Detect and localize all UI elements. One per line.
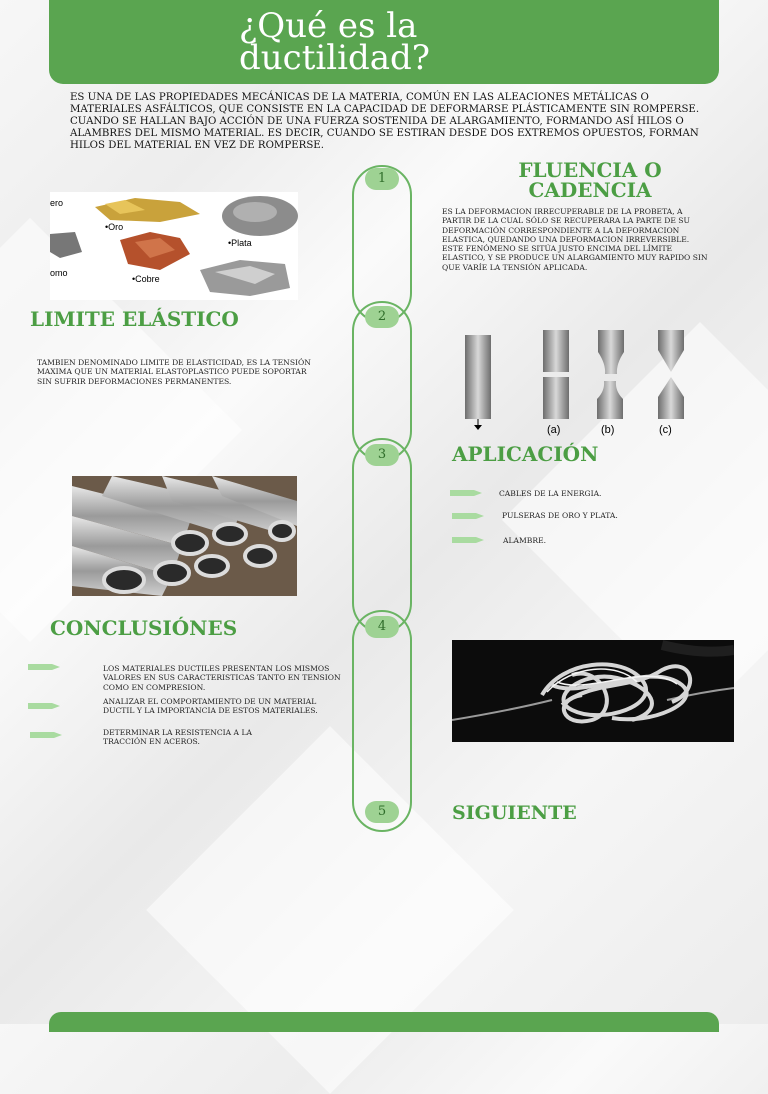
wire-image xyxy=(452,640,734,742)
limite-text: TAMBIEN DENOMINADO LIMITE DE ELASTICIDAD, ES LA TENSIÓN MAXIMA QUE UN MATERIAL ELASTOPLASTICO PUEDE SOPORTAR SIN SUFRIR DEFORMACIONES PERMANENTES. xyxy=(37,358,311,386)
wire-illustration xyxy=(452,640,734,742)
aplicacion-item-3: ALAMBRE. xyxy=(503,536,547,545)
metal-label-plata: •Plata xyxy=(228,238,252,248)
timeline-number-1: 1 xyxy=(365,168,399,190)
pipes-image xyxy=(72,476,297,596)
arrow-icon xyxy=(30,731,62,739)
metals-image xyxy=(50,192,298,300)
arrow-icon xyxy=(452,536,484,544)
timeline-number-4: 4 xyxy=(365,616,399,638)
fluencia-heading xyxy=(470,160,710,200)
fracture-diagram xyxy=(455,325,695,437)
fracture-illustration xyxy=(455,325,695,437)
fluencia-heading-text: FLUENCIA O CADENCIA xyxy=(518,158,662,202)
timeline-number-3: 3 xyxy=(365,444,399,466)
fracture-label-b: (b) xyxy=(601,424,615,436)
fracture-label-a: (a) xyxy=(547,424,561,436)
aplicacion-heading: APLICACIÓN xyxy=(452,442,599,466)
fluencia-text: ES LA DEFORMACION IRRECUPERABLE DE LA PROBETA, A PARTIR DE LA CUAL SÓLO SE RECUPERARA LA PARTE DE SU DEFORMACIÓN CORRESPONDIENTE A LA DEFORMACION ELASTICA, QUEDANDO UNA DEFORMACION IRREVERSIBLE. ESTE FENÓMENO SE SITÚA JUSTO ENCIMA DEL LÍMITE ELASTICO, Y SE PRODUCE UN ALARGAMIENTO MUY RAPIDO SIN QUE VARÍE LA TENSIÓN APLICADA. xyxy=(442,207,708,272)
siguiente-heading: SIGUIENTE xyxy=(452,802,577,824)
footer-bar xyxy=(49,1012,719,1032)
aplicacion-item-1: CABLES DE LA ENERGIA. xyxy=(499,489,602,498)
timeline-number-5: 5 xyxy=(365,801,399,823)
background-shape xyxy=(146,726,514,1094)
metal-label-omo: omo xyxy=(50,268,68,278)
arrow-icon xyxy=(450,489,482,497)
page-title: ¿Qué es la ductilidad? xyxy=(239,6,431,78)
conclusion-item-1: LOS MATERIALES DUCTILES PRESENTAN LOS MISMOS VALORES EN SUS CARACTERISTICAS TANTO EN TENSION COMO EN COMPRESION. xyxy=(103,664,341,692)
metals-illustration xyxy=(50,192,298,300)
timeline-segment-3 xyxy=(352,438,412,633)
timeline-number-2: 2 xyxy=(365,306,399,328)
conclusion-item-2: ANALIZAR EL COMPORTAMIENTO DE UN MATERIAL DUCTIL Y LA IMPORTANCIA DE ESTOS MATERIALES. xyxy=(103,697,318,716)
aplicacion-item-2: PULSERAS DE ORO Y PLATA. xyxy=(502,511,618,520)
arrow-icon xyxy=(28,663,60,671)
title-banner xyxy=(49,0,719,84)
conclusiones-heading: CONCLUSIÓNES xyxy=(50,616,238,640)
metal-label-oro: •Oro xyxy=(105,222,124,232)
intro-paragraph: ES UNA DE LAS PROPIEDADES MECÁNICAS DE LA MATERIA, COMÚN EN LAS ALEACIONES METÁLICAS O MATERIALES ASFÁLTICOS, QUE CONSISTE EN LA CAPACIDAD DE DEFORMARSE PLÁSTICAMENTE SIN ROMPERSE. CUANDO SE HALLAN BAJO ACCIÓN DE UNA FUERZA SOSTENIDA DE ALARGAMIENTO, FORMANDO ASÍ HILOS O ALAMBRES DEL MISMO MATERIAL. ES DECIR, CUANDO SE ESTIRAN DESDE DOS EXTREMOS OPUESTOS, FORMAN HILOS DEL MATERIAL EN VEZ DE ROMPERSE. xyxy=(70,92,700,151)
arrow-icon xyxy=(452,512,484,520)
limite-heading: LIMITE ELÁSTICO xyxy=(30,307,239,331)
timeline-segment-4 xyxy=(352,610,412,832)
metal-label-cobre: •Cobre xyxy=(132,274,160,284)
conclusion-item-3: DETERMINAR LA RESISTENCIA A LA TRACCIÓN EN ACEROS. xyxy=(103,728,252,747)
pipes-illustration xyxy=(72,476,297,596)
metal-label-ero: ero xyxy=(50,198,64,208)
arrow-icon xyxy=(28,702,60,710)
fracture-label-c: (c) xyxy=(659,424,672,436)
